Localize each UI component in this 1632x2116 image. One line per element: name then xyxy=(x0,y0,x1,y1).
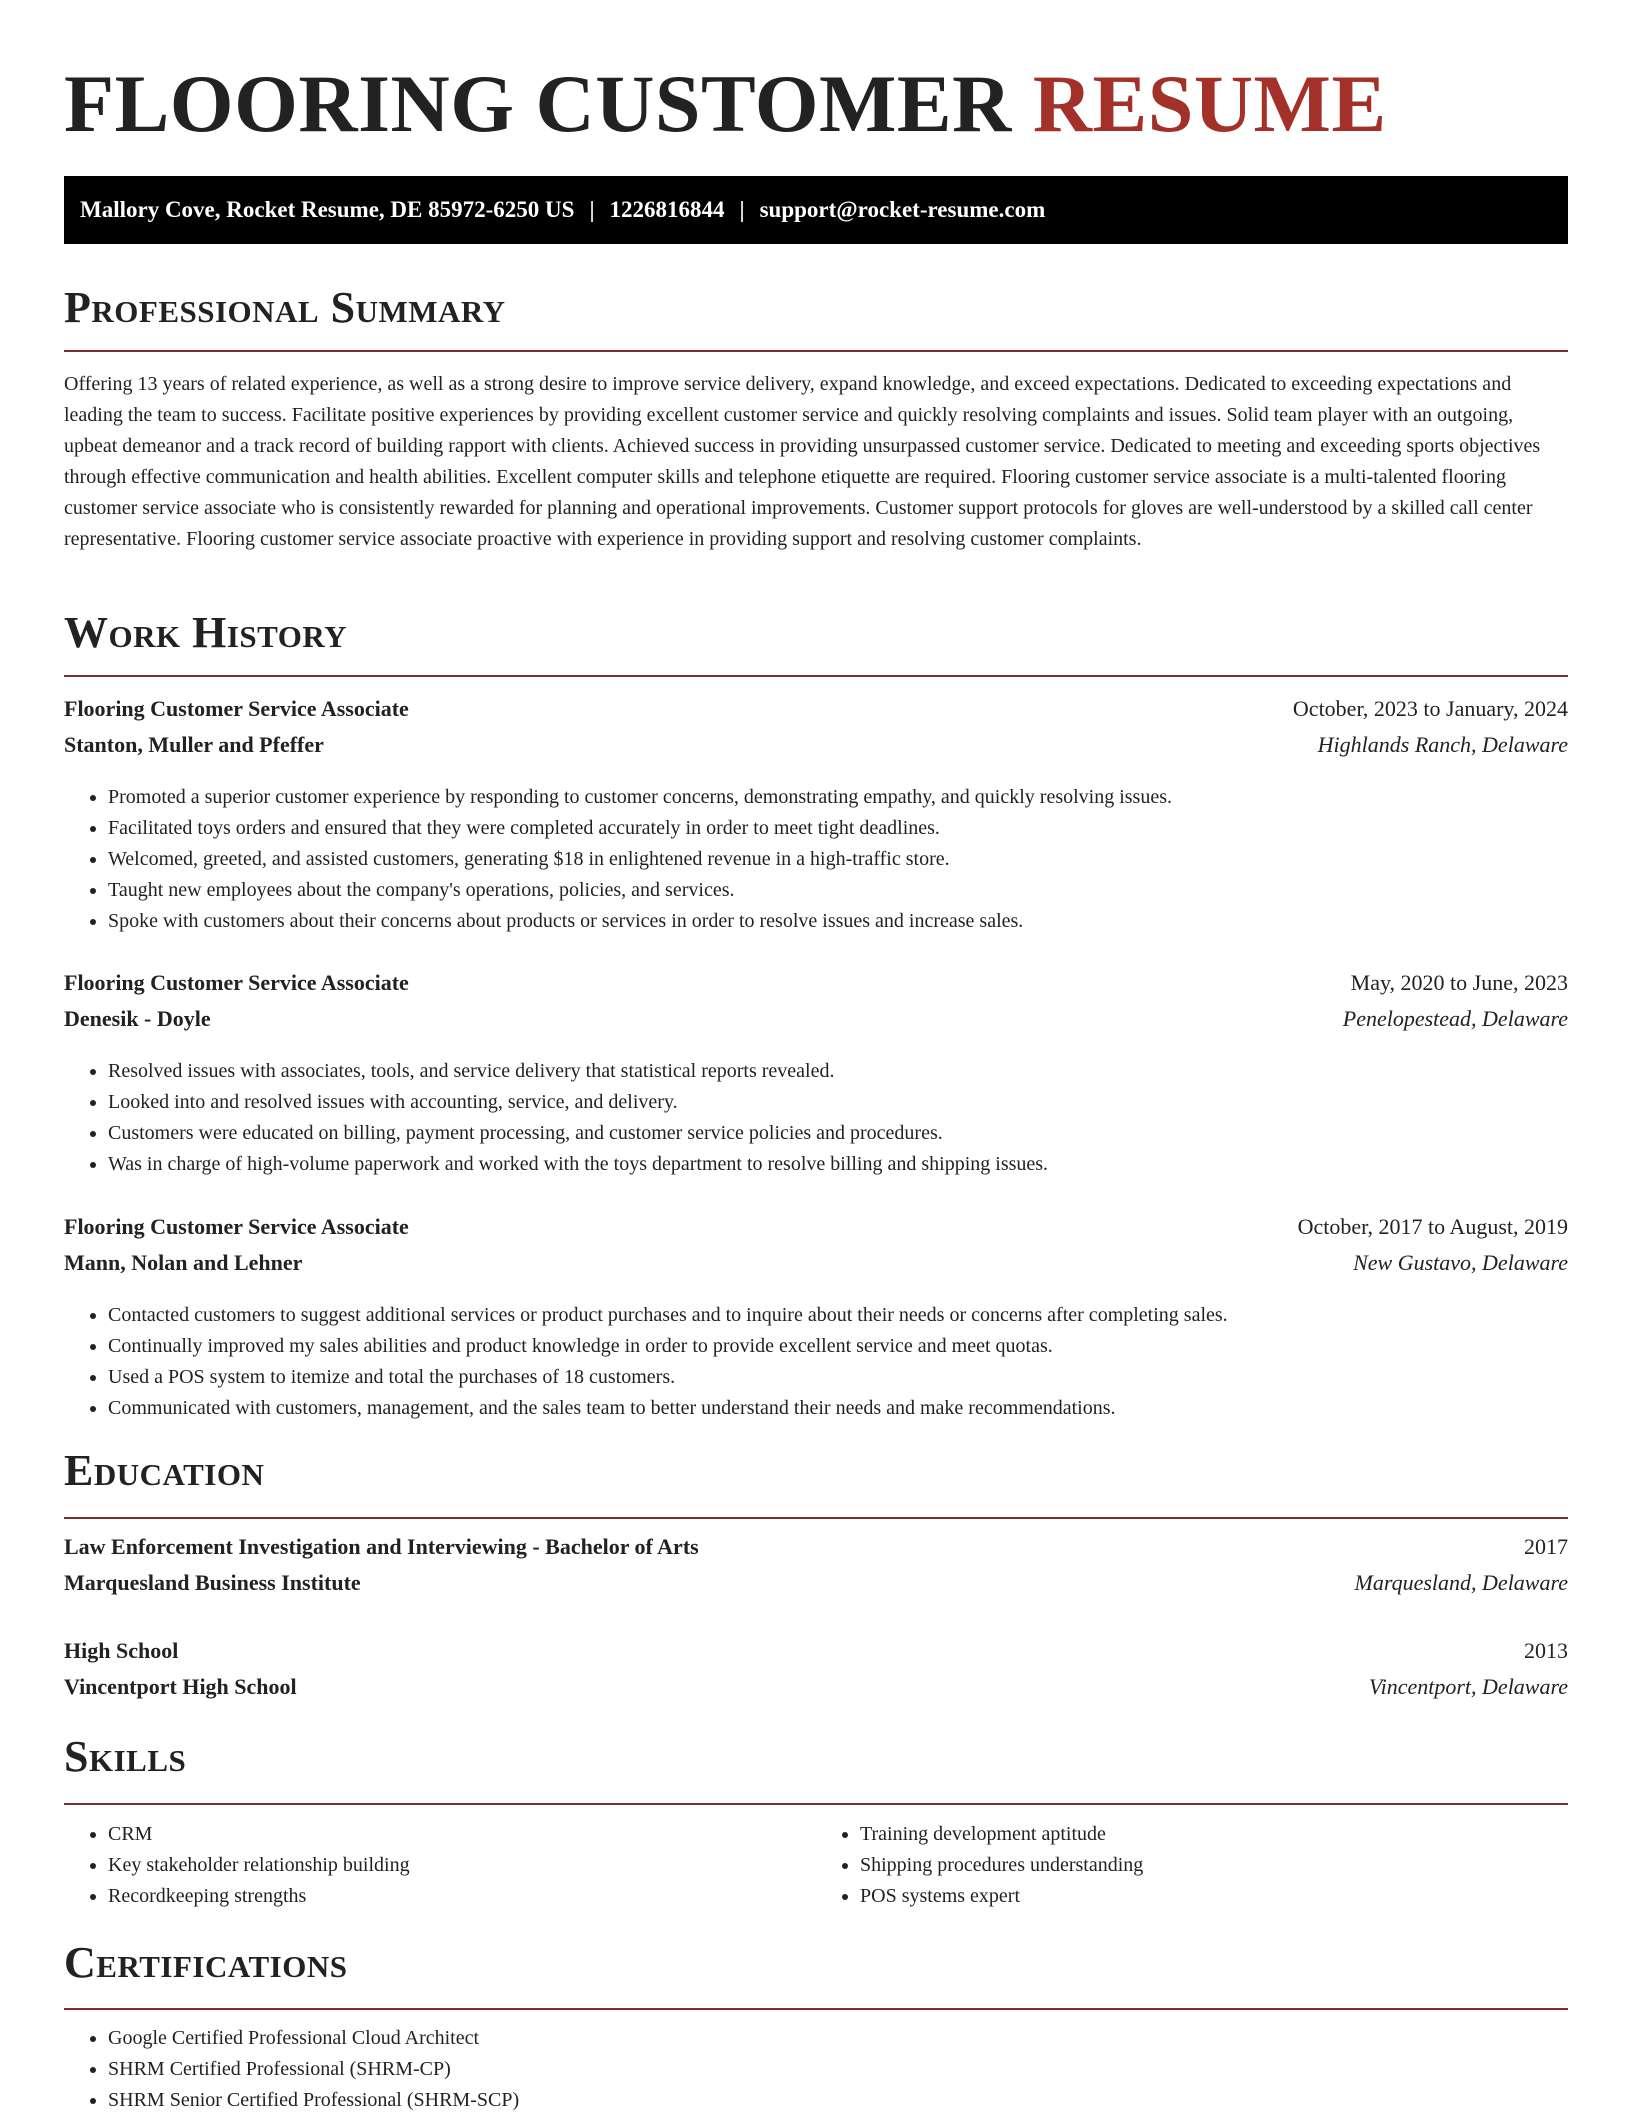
work-heading: Work History xyxy=(64,608,348,657)
education-year: 2013 xyxy=(1524,1638,1568,1663)
job-dates: October, 2023 to January, 2024 xyxy=(1292,696,1568,721)
skill-item: • Recordkeeping strengths xyxy=(108,1881,816,1912)
summary-heading: Professional Summary xyxy=(64,283,506,332)
list-item: • Continually improved my sales abilities and product knowledge in order to provide excellent service and meet quotas. xyxy=(108,1331,1568,1362)
job-title: Flooring Customer Service Associate xyxy=(64,696,409,721)
certifications-block xyxy=(64,2023,1568,2116)
job-entry xyxy=(64,696,1568,937)
skills-heading: Skills xyxy=(64,1732,187,1781)
contact-bar xyxy=(64,176,1568,244)
skill-item: • CRM xyxy=(108,1819,816,1850)
skill-item: • Key stakeholder relationship building xyxy=(108,1850,816,1881)
certification-item: • SHRM Certified Professional (SHRM-CP) xyxy=(108,2054,1568,2085)
skills-column-right xyxy=(816,1819,1568,1912)
education-year: 2017 xyxy=(1524,1534,1568,1559)
skills-section-heading xyxy=(64,1731,1568,1805)
job-company: Stanton, Muller and Pfeffer xyxy=(64,732,324,757)
list-item: • Spoke with customers about their concerns about products or services in order to resolve issues and increase sales. xyxy=(108,906,1568,937)
list-item: • Facilitated toys orders and ensured that they were completed accurately in order to meet tight deadlines. xyxy=(108,813,1568,844)
contact-email: support@rocket-resume.com xyxy=(759,197,1046,222)
certifications-list xyxy=(64,2023,1568,2116)
summary-text: Offering 13 years of related experience, as well as a strong desire to improve service delivery, expand knowledge, and exceed expectations. Dedicated to exceeding expectations and leading the team to success. Facilitate positive experiences by providing excellent customer service and quickly resolving complaints and issues. Solid team player with an outgoing, upbeat demeanor and a track record of building rapport with clients. Achieved success in providing unsurpassed customer service. Dedicated to meeting and exceeding sports objectives through effective communication and health abilities. Excellent computer skills and telephone etiquette are required. Flooring customer service associate is a multi-talented flooring customer service associate who is consistently rewarded for planning and operational improvements. Customer support protocols for gloves are well-understood by a skilled call center representative. Flooring customer service associate proactive with experience in providing support and resolving customer complaints. xyxy=(64,373,1541,550)
summary-section-heading xyxy=(64,282,1568,352)
contact-separator: | xyxy=(739,197,745,222)
contact-phone: 1226816844 xyxy=(609,197,725,222)
job-location: New Gustavo, Delaware xyxy=(1353,1250,1568,1275)
list-item: • Resolved issues with associates, tools, and service delivery that statistical reports revealed. xyxy=(108,1056,1568,1087)
job-duties xyxy=(64,782,1568,937)
job-company: Denesik - Doyle xyxy=(64,1006,211,1031)
list-item: • Communicated with customers, management, and the sales team to better understand their needs and make recommendations. xyxy=(108,1393,1568,1424)
title-accent: RESUME xyxy=(1032,58,1387,149)
certification-item: • SHRM Senior Certified Professional (SHRM-SCP) xyxy=(108,2085,1568,2116)
list-item: • Was in charge of high-volume paperwork and worked with the toys department to resolve billing and shipping issues. xyxy=(108,1149,1568,1180)
skills-list xyxy=(64,1819,1568,1912)
education-degree: High School xyxy=(64,1638,179,1663)
list-item: • Promoted a superior customer experience by responding to customer concerns, demonstrating empathy, and quickly resolving issues. xyxy=(108,782,1568,813)
list-item: • Contacted customers to suggest additional services or product purchases and to inquire about their needs or concerns after completing sales. xyxy=(108,1300,1568,1331)
skill-item: • Shipping procedures understanding xyxy=(860,1850,1568,1881)
certifications-heading: Certifications xyxy=(64,1938,348,1987)
education-degree: Law Enforcement Investigation and Interviewing - Bachelor of Arts xyxy=(64,1534,699,1559)
skill-item: • Training development aptitude xyxy=(860,1819,1568,1850)
job-title: Flooring Customer Service Associate xyxy=(64,970,409,995)
job-entry xyxy=(64,970,1568,1180)
job-location: Highlands Ranch, Delaware xyxy=(1317,732,1568,757)
education-location: Marquesland, Delaware xyxy=(1354,1570,1568,1595)
certifications-section-heading xyxy=(64,1937,1568,2010)
skills-column-left xyxy=(64,1819,816,1912)
job-title: Flooring Customer Service Associate xyxy=(64,1214,409,1239)
job-location: Penelopestead, Delaware xyxy=(1342,1006,1568,1031)
job-dates: October, 2017 to August, 2019 xyxy=(1297,1214,1568,1239)
contact-separator: | xyxy=(589,197,595,222)
list-item: • Welcomed, greeted, and assisted customers, generating $18 in enlightened revenue in a high-traffic store. xyxy=(108,844,1568,875)
education-entry xyxy=(64,1534,1568,1606)
list-item: • Taught new employees about the company's operations, policies, and services. xyxy=(108,875,1568,906)
job-duties xyxy=(64,1056,1568,1180)
certification-item: • Google Certified Professional Cloud Architect xyxy=(108,2023,1568,2054)
resume-title xyxy=(64,56,1387,152)
list-item: • Looked into and resolved issues with accounting, service, and delivery. xyxy=(108,1087,1568,1118)
job-duties xyxy=(64,1300,1568,1424)
job-entry xyxy=(64,1214,1568,1424)
contact-address: Mallory Cove, Rocket Resume, DE 85972-6250 US xyxy=(80,197,575,222)
education-heading: Education xyxy=(64,1446,265,1495)
education-section-heading xyxy=(64,1445,1568,1519)
job-dates: May, 2020 to June, 2023 xyxy=(1350,970,1568,995)
education-school: Vincentport High School xyxy=(64,1674,297,1699)
work-section-heading xyxy=(64,607,1568,677)
education-location: Vincentport, Delaware xyxy=(1368,1674,1568,1699)
education-school: Marquesland Business Institute xyxy=(64,1570,361,1595)
title-main: FLOORING CUSTOMER xyxy=(64,58,1012,149)
education-entry xyxy=(64,1638,1568,1710)
skill-item: • POS systems expert xyxy=(860,1881,1568,1912)
list-item: • Used a POS system to itemize and total the purchases of 18 customers. xyxy=(108,1362,1568,1393)
job-company: Mann, Nolan and Lehner xyxy=(64,1250,303,1275)
list-item: • Customers were educated on billing, payment processing, and customer service policies and procedures. xyxy=(108,1118,1568,1149)
